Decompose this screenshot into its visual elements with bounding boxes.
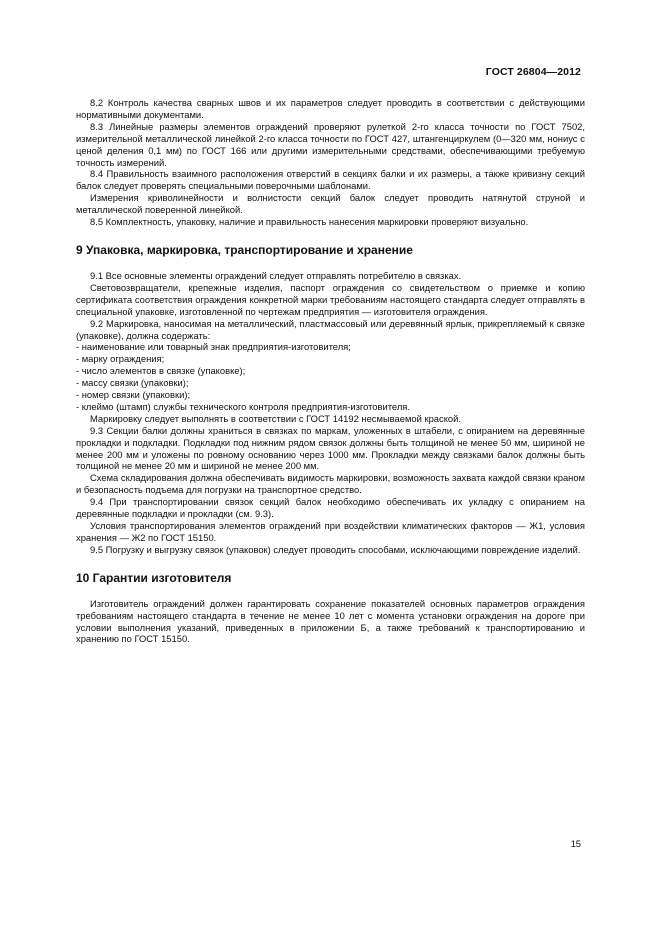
list-item-mass: - массу связки (упаковки); [76, 377, 189, 389]
paragraph-9-2-marking: Маркировку следует выполнять в соответствии с ГОСТ 14192 несмываемой краской. [90, 412, 461, 424]
paragraph-9-5: 9.5 Погрузку и выгрузку связок (упаковок) следует проводить способами, исключающими повреждение изделий. [90, 543, 581, 555]
paragraph-9-4-conditions: Условия транспортирования элементов ограждений при воздействии климатических факторов — Ж1, условия хранения — Ж2 по ГОСТ 15150. [76, 520, 585, 543]
paragraph-10: Изготовитель ограждений должен гарантировать сохранение показателей основных параметров ограждения требованиям настоящего стандарта в течение не менее 10 лет с момента установки ограждения на дороге при условии выполнения указаний, приведенных в приложении Б, а также требований к транспортированию и хранению по ГОСТ 15150. [76, 597, 585, 645]
paragraph-8-4-measurements: Измерения криволинейности и волнистости секций балок следует проводить натянутой струной и металлической поверенной линейкой. [76, 192, 585, 216]
paragraph-9-1-packaging: Световозвращатели, крепежные изделия, паспорт ограждения со свидетельством о приемке и копию сертификата соответствия ограждения конкретной марки требованиям настоящего стандарта следует отправлять в специальной упаковке, изготовленной по чертежам предприятия — изготовителя ограждения. [76, 281, 585, 317]
list-item-element-count: - число элементов в связке (упаковке); [76, 365, 246, 377]
paragraph-8-3: 8.3 Линейные размеры элементов ограждений проверяют рулеткой 2-го класса точности по ГОСТ 7502, измерительной металлической линейкой 2-го класса точности по ГОСТ 427, штангенциркулем (0—320 мм, нониус с ценой деления 0,1 мм) по ГОСТ 166 или другими измерительными средствами, обеспечивающими требуемую точность измерений. [76, 120, 585, 168]
section-9-title: 9 Упаковка, маркировка, транспортирование и хранение [76, 242, 413, 257]
paragraph-8-4: 8.4 Правильность взаимного расположения отверстий в секциях балки и их размеры, а также кривизну секций балок следует проверять специальными поверочными шаблонами. [76, 168, 585, 192]
page-number: 15 [570, 838, 581, 849]
list-item-stamp: - клеймо (штамп) службы технического контроля предприятия-изготовителя. [76, 400, 410, 412]
document-body [76, 97, 585, 645]
list-item-bundle-number: - номер связки (упаковки); [76, 389, 191, 401]
list-item-brand: - марку ограждения; [76, 353, 165, 365]
section-10-title: 10 Гарантии изготовителя [76, 570, 232, 585]
paragraph-9-2: 9.2 Маркировка, наносимая на металлический, пластмассовый или деревянный ярлык, прикрепляемый к связке (упаковке), должна содержать: [76, 317, 585, 341]
paragraph-9-3-storage-scheme: Схема складирования должна обеспечивать видимость маркировки, возможность захвата каждой связки краном и безопасность подъема для погрузки на транспортное средство. [76, 472, 585, 496]
paragraph-9-4: 9.4 При транспортировании связок секций балок необходимо обеспечивать их укладку с опиранием на деревянные подкладки и прокладки (см. 9.3). [76, 496, 585, 520]
paragraph-8-2: 8.2 Контроль качества сварных швов и их параметров следует проводить в соответствии с действующими нормативными документами. [76, 97, 585, 120]
document-header-standard-id: ГОСТ 26804—2012 [485, 66, 581, 78]
paragraph-8-5: 8.5 Комплектность, упаковку, наличие и правильность нанесения маркировки проверяют визуально. [90, 216, 529, 228]
list-item-manufacturer: - наименование или товарный знак предприятия-изготовителя; [76, 341, 351, 353]
paragraph-9-1: 9.1 Все основные элементы ограждений следует отправлять потребителю в связках. [90, 269, 462, 281]
paragraph-9-3: 9.3 Секции балки должны храниться в связках по маркам, уложенных в штабели, с опиранием на деревянные прокладки и подкладки. Подкладки под нижним рядом связок должны быть толщиной не менее 50 мм, шириной не менее 200 мм и уложены по ровному основанию через 1000 мм. Прокладки между связками балок должны быть толщиной не менее 20 мм и шириной не менее 200 мм. [76, 424, 585, 472]
